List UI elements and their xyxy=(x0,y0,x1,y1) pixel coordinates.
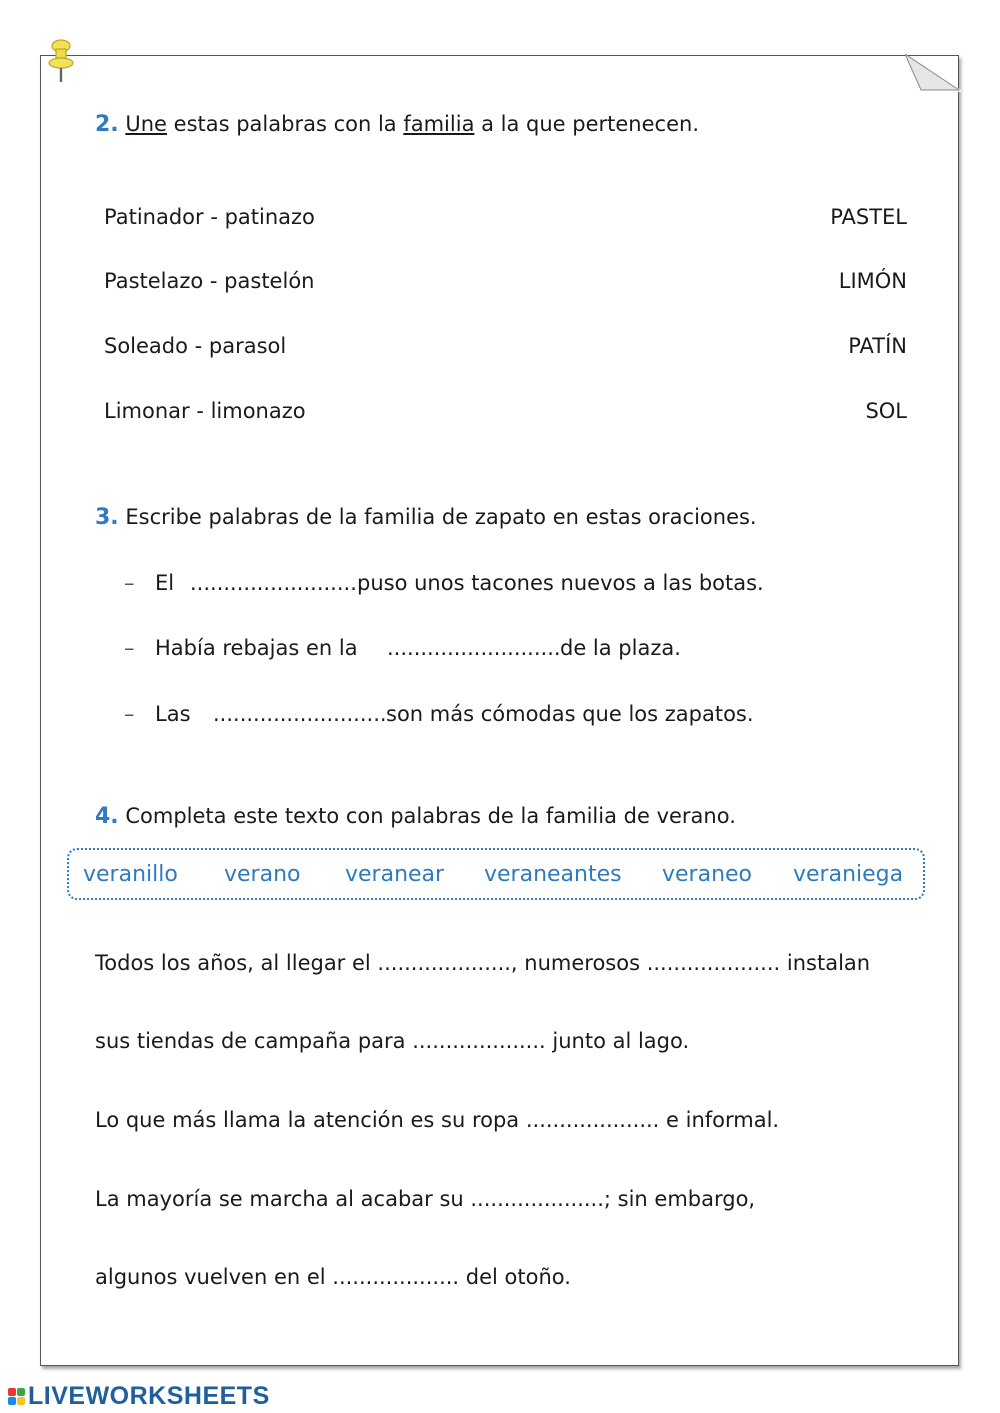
word-bank-item[interactable]: veranillo xyxy=(83,862,178,887)
match-right-word[interactable]: PASTEL xyxy=(830,205,907,229)
match-right-word[interactable]: SOL xyxy=(865,399,907,423)
pushpin-icon xyxy=(44,38,78,88)
blank-input[interactable]: .......................... xyxy=(387,636,561,660)
exercise-2-keyword: familia xyxy=(403,112,475,136)
word-bank-item[interactable]: veraneantes xyxy=(484,862,622,887)
fill-in-line[interactable]: algunos vuelven en el ................... del otoño. xyxy=(95,1265,571,1289)
match-left-word[interactable]: Soleado - parasol xyxy=(104,334,287,358)
fill-in-line[interactable]: Todos los años, al llegar el ...................., numerosos .................... instalan xyxy=(95,951,871,975)
sentence-after: puso unos tacones nuevos a las botas. xyxy=(357,571,764,595)
sentence-before: El xyxy=(155,571,175,595)
exercise-2-heading xyxy=(95,112,699,137)
liveworksheets-logo-icon xyxy=(8,1388,25,1405)
fill-in-line[interactable]: Lo que más llama la atención es su ropa .................... e informal. xyxy=(95,1108,780,1132)
exercise-2-number: 2. xyxy=(95,112,119,137)
logo-text: LIVEWORKSHEETS xyxy=(28,1381,270,1410)
exercise-4-number: 4. xyxy=(95,804,119,829)
match-left-word[interactable]: Pastelazo - pastelón xyxy=(104,269,315,293)
sentence-before: Había rebajas en la xyxy=(155,636,358,660)
fill-in-line[interactable]: sus tiendas de campaña para .................... junto al lago. xyxy=(95,1029,690,1053)
word-bank-item[interactable]: veraneo xyxy=(662,862,753,887)
exercise-4-heading xyxy=(95,804,736,829)
exercise-2-text-b: a la que pertenecen. xyxy=(474,112,699,136)
exercise-4-instruction: Completa este texto con palabras de la familia de verano. xyxy=(125,804,736,828)
liveworksheets-logo[interactable] xyxy=(8,1381,270,1411)
blank-input[interactable]: .......................... xyxy=(213,702,387,726)
word-bank-item[interactable]: verano xyxy=(224,862,301,887)
exercise-2-verb: Une xyxy=(125,112,167,136)
exercise-3-number: 3. xyxy=(95,505,119,530)
bullet-dash: – xyxy=(124,702,135,726)
bullet-dash: – xyxy=(124,571,135,595)
blank-input[interactable]: .......................... xyxy=(190,571,364,595)
match-right-word[interactable]: LIMÓN xyxy=(838,269,907,293)
sentence-after: son más cómodas que los zapatos. xyxy=(386,702,754,726)
sentence-before: Las xyxy=(155,702,191,726)
exercise-2-text-a: estas palabras con la xyxy=(166,112,404,136)
fill-in-line[interactable]: La mayoría se marcha al acabar su ....................; sin embargo, xyxy=(95,1187,756,1211)
match-right-word[interactable]: PATÍN xyxy=(848,334,907,358)
exercise-3-heading xyxy=(95,505,757,530)
match-left-word[interactable]: Limonar - limonazo xyxy=(104,399,306,423)
match-left-word[interactable]: Patinador - patinazo xyxy=(104,205,315,229)
page-curl-icon xyxy=(905,54,961,92)
exercise-3-instruction: Escribe palabras de la familia de zapato en estas oraciones. xyxy=(125,505,757,529)
bullet-dash: – xyxy=(124,636,135,660)
word-bank-item[interactable]: veranear xyxy=(345,862,445,887)
sentence-after: de la plaza. xyxy=(560,636,681,660)
word-bank-item[interactable]: veraniega xyxy=(793,862,904,887)
